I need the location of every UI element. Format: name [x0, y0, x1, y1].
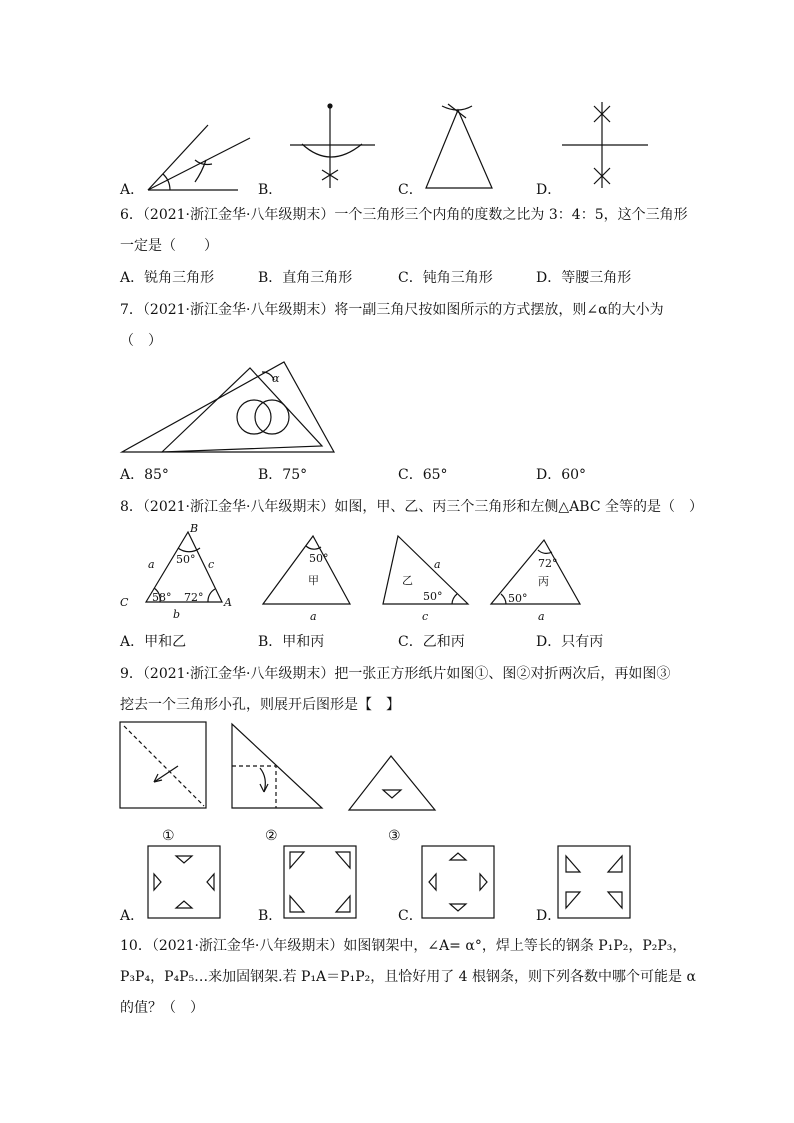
- q5-option-a[interactable]: A．: [120, 182, 145, 198]
- q8-bing-angle-top: 72°: [538, 557, 558, 570]
- q7-option-d[interactable]: D．60°: [536, 467, 587, 483]
- q8-yi-name: 乙: [402, 574, 413, 587]
- q9-stem-line2: 挖去一个三角形小孔，则展开后图形是【 】: [120, 697, 400, 713]
- q9-choice-c-figure: [420, 844, 496, 920]
- q6-stem-line2: 一定是（ ）: [120, 238, 218, 254]
- q9-fold-step2: [228, 720, 328, 812]
- q9-choice-a-figure: [146, 844, 222, 920]
- q7-option-b[interactable]: B．75°: [258, 467, 308, 483]
- q6-stem-line1: 6．（2021·浙江金华·八年级期末）一个三角形三个内角的度数之比为 3：4：5，这个三角形: [120, 207, 688, 223]
- q10-stem-line3: 的值？（ ）: [120, 1000, 204, 1016]
- q8-triangle-abc: [118, 522, 238, 621]
- q7-set-squares-figure: [118, 360, 338, 455]
- q5-figure-c: [420, 100, 500, 192]
- q8-triangle-jia: [260, 530, 355, 622]
- q6-option-c[interactable]: C．钝角三角形: [398, 270, 493, 286]
- q8-yi-side-a: a: [434, 558, 441, 571]
- q8-angle-A: 72°: [184, 591, 204, 604]
- q9-label-2: ②: [265, 828, 278, 844]
- q9-fold-step3: [345, 750, 440, 815]
- q9-label-3: ③: [388, 828, 401, 844]
- q5-option-c[interactable]: C．: [398, 182, 423, 198]
- q8-label-A: A: [224, 596, 232, 609]
- q8-bing-angle-left: 50°: [508, 592, 528, 605]
- q9-option-d[interactable]: D．: [536, 908, 562, 924]
- q8-triangle-yi: [380, 530, 475, 622]
- q6-option-d[interactable]: D．等腰三角形: [536, 270, 632, 286]
- q9-label-1: ①: [162, 828, 175, 844]
- q9-choice-b-figure: [282, 844, 358, 920]
- q8-side-b: b: [173, 608, 181, 621]
- q6-option-b[interactable]: B．直角三角形: [258, 270, 353, 286]
- q8-angle-C: 58°: [152, 591, 172, 604]
- q8-bing-side: a: [538, 610, 545, 623]
- q7-option-c[interactable]: C．65°: [398, 467, 448, 483]
- q5-figure-b: [280, 100, 380, 192]
- q9-choice-d-figure: [556, 844, 632, 920]
- q7-stem-line1: 7．（2021·浙江金华·八年级期末）将一副三角尺按如图所示的方式摆放，则∠α的大小为: [120, 302, 664, 318]
- q5-option-d[interactable]: D．: [536, 182, 562, 198]
- q9-option-c[interactable]: C．: [398, 908, 423, 924]
- q8-label-B: B: [190, 522, 199, 535]
- q8-jia-angle: 50°: [309, 552, 329, 565]
- q8-option-d[interactable]: D．只有丙: [536, 634, 604, 650]
- q10-stem-line1: 10．（2021·浙江金华·八年级期末）如图钢架中，∠A= α°，焊上等长的钢条 P₁P₂，P₂P₃，: [120, 938, 687, 954]
- q9-stem-line1: 9．（2021·浙江金华·八年级期末）把一张正方形纸片如图①、图②对折两次后，再如图③: [120, 666, 671, 682]
- q8-triangle-bing: [488, 530, 588, 622]
- q8-angle-B: 50°: [176, 553, 196, 566]
- q8-option-b[interactable]: B．甲和丙: [258, 634, 325, 650]
- q9-option-b[interactable]: B．: [258, 908, 283, 924]
- q8-option-a[interactable]: A．甲和乙: [120, 634, 187, 650]
- q5-figure-d: [560, 100, 650, 192]
- q8-option-c[interactable]: C．乙和丙: [398, 634, 465, 650]
- q8-side-c: c: [208, 558, 215, 571]
- q8-jia-side: a: [310, 610, 317, 623]
- q8-side-a: a: [148, 558, 155, 571]
- q6-option-a[interactable]: A．锐角三角形: [120, 270, 215, 286]
- q5-option-b[interactable]: B．: [258, 182, 283, 198]
- q7-alpha-label: α: [272, 372, 280, 385]
- q8-bing-name: 丙: [538, 575, 549, 588]
- q5-figure-a: [140, 120, 255, 195]
- q9-fold-step1: [118, 720, 210, 810]
- q8-yi-angle: 50°: [423, 590, 443, 603]
- q8-stem-line1: 8．（2021·浙江金华·八年级期末）如图，甲、乙、丙三个三角形和左侧△ABC 全等的是（ ）: [120, 499, 704, 515]
- q8-jia-name: 甲: [308, 574, 319, 587]
- q8-yi-side-c: c: [422, 610, 429, 623]
- q10-stem-line2: P₃P₄，P₄P₅…来加固钢架.若 P₁A＝P₁P₂，且恰好用了 4 根钢条，则下列各数中哪个可能是 α: [120, 969, 696, 985]
- q9-option-a[interactable]: A．: [120, 908, 145, 924]
- q7-stem-line2: （ ）: [120, 333, 162, 349]
- q7-option-a[interactable]: A．85°: [120, 467, 169, 483]
- q8-label-C: C: [120, 596, 129, 609]
